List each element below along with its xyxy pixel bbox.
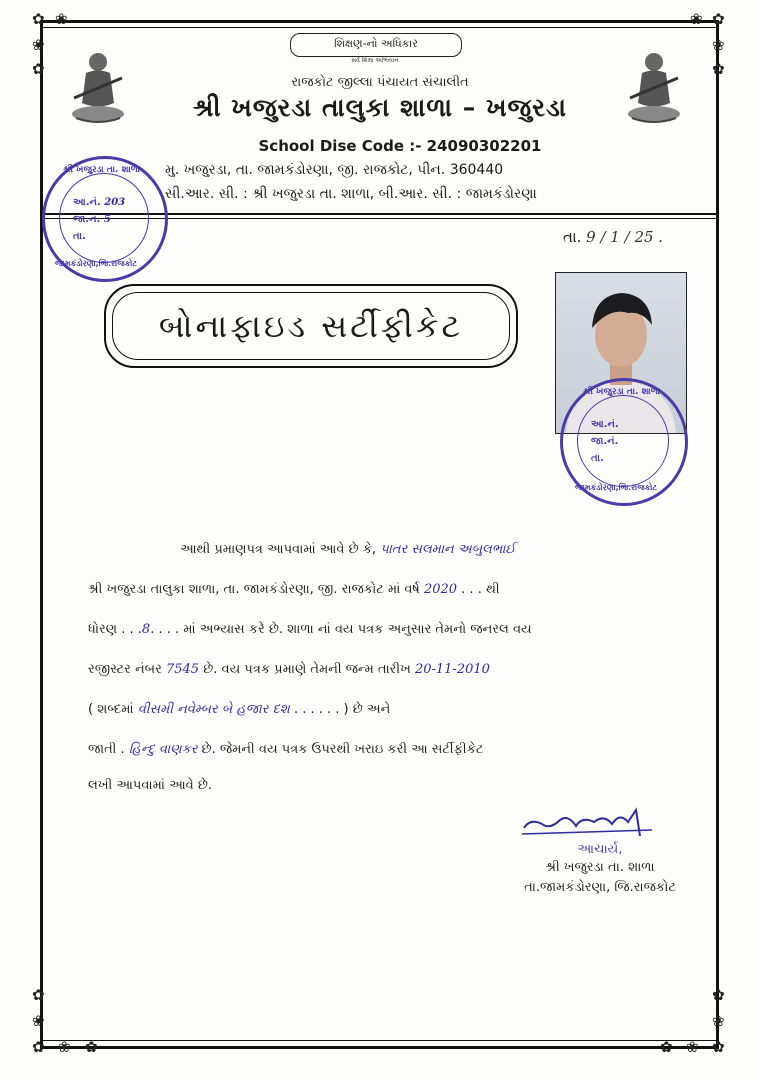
stamp-text-top: શ્રી ખજુરડા તા. શાળા xyxy=(583,387,660,397)
principal-signature xyxy=(520,806,660,841)
body-line-5: ( શબ્દમાં વીસમી નવેમ્બર બે હજાર દશ . . . . . . ) છે અને xyxy=(88,702,391,717)
year-value: 2020 xyxy=(423,582,458,597)
motto-text: શિક્ષણ-નો અધિકાર xyxy=(334,37,418,50)
stamp-line-1: આ.નં. 203 xyxy=(73,197,126,208)
body-line-4: રજીસ્ટર નંબર 7545 છે. વય પત્રક પ્રમાણે તેમની જન્મ તારીખ 20-11-2010 xyxy=(88,662,490,677)
corner-ornament-icon: ❀ xyxy=(712,36,725,54)
date-label: તા. xyxy=(563,228,582,246)
corner-ornament-icon: ✿ xyxy=(712,986,725,1004)
motto-subtitle: સર્વ શિક્ષા અભિયાન xyxy=(351,57,399,64)
corner-ornament-icon: ❀ xyxy=(32,36,45,54)
issue-date xyxy=(563,228,663,246)
caste-value: હિન્દુ વાણકર xyxy=(128,742,198,757)
signature-place: તા.જામકંડોરણા, જિ.રાજકોટ xyxy=(524,880,676,895)
corner-ornament-icon: ✿ xyxy=(32,986,45,1004)
stamp-text-top: શ્રી ખજુરડા તા. શાળા xyxy=(63,165,140,175)
stamp-line-3: તા. xyxy=(73,231,86,242)
corner-ornament-icon: ✿ xyxy=(712,10,725,28)
body-line-3: ધોરણ . . .8. . . . માં અભ્યાસ કરે છે. શાળા નાં વય પત્રક અનુસાર તેમનો જનરલ વય xyxy=(88,622,532,637)
motto-banner xyxy=(290,33,462,57)
body-line-2: શ્રી ખજુરડા તાલુકા શાળા, તા. જામકંડોરણા, જી. રાજકોટ માં વર્ષ 2020 . . . થી xyxy=(88,582,500,597)
address-line-2: સી.આર. સી. : શ્રી ખજુરડા તા. શાળા, બી.આર. સી. : જામકંડોરણા xyxy=(165,186,537,202)
corner-ornament-icon: ✿ xyxy=(32,60,45,78)
corner-ornament-icon: ❀ xyxy=(690,10,703,28)
date-value: 9 / 1 / 25 . xyxy=(586,228,664,246)
corner-ornament-icon: ✿ xyxy=(85,1038,98,1056)
stamp-text-bottom: જામકંડોરણા,જિ.રાજકોટ xyxy=(575,483,658,492)
corner-ornament-icon: ✿ xyxy=(712,1038,725,1056)
body-line-7: લખી આપવામાં આવે છે. xyxy=(88,778,213,793)
address-line-1: મુ. ખજુરડા, તા. જામકંડોરણા, જી. રાજકોટ, પીન. 360440 xyxy=(165,162,504,178)
register-number: 7545 xyxy=(165,662,200,677)
certificate-title: બોનાફાઇડ સર્ટીફીકેટ xyxy=(112,292,510,360)
body-line-1: આથી પ્રમાણપત્ર આપવામાં આવે છે કે, પાતર સલમાન અબુલભાઈ xyxy=(180,542,516,557)
school-stamp xyxy=(42,156,168,282)
stamp-line-1: આ.નં. xyxy=(591,419,619,430)
corner-ornament-icon: ❀ xyxy=(32,1012,45,1030)
certificate-title-box xyxy=(104,284,518,368)
stamp-line-3: તા. xyxy=(591,453,604,464)
dise-code-line xyxy=(200,137,600,155)
corner-ornament-icon: ❀ xyxy=(55,10,68,28)
signature-school: શ્રી ખજુરડા તા. શાળા xyxy=(545,860,655,875)
corner-ornament-icon: ✿ xyxy=(32,10,45,28)
corner-ornament-icon: ❀ xyxy=(58,1038,71,1056)
standard-value: 8 xyxy=(141,622,151,637)
corner-ornament-icon: ✿ xyxy=(660,1038,673,1056)
dise-code: 24090302201 xyxy=(426,137,542,155)
dise-label: School Dise Code :- xyxy=(258,137,422,155)
signature-role: આચાર્ય, xyxy=(577,842,623,857)
goddess-saraswati-icon xyxy=(68,48,128,126)
corner-ornament-icon: ✿ xyxy=(712,60,725,78)
corner-ornament-icon: ❀ xyxy=(712,1012,725,1030)
stamp-line-2: જા.નં. xyxy=(591,436,619,447)
stamp-text-bottom: જામકંડોરણા,જિ.રાજકોટ xyxy=(55,259,138,268)
dob-in-words: વીસમી નવેમ્બર બે હજાર દશ xyxy=(137,702,290,717)
corner-ornament-icon: ❀ xyxy=(686,1038,699,1056)
body-line-6: જાતી . હિન્દુ વાણકર છે. જેમની વય પત્રક ઉપરથી ખરાઇ કરી આ સર્ટીફીકેટ xyxy=(88,742,484,757)
photo-stamp xyxy=(560,378,688,506)
student-name: પાતર સલમાન અબુલભાઈ xyxy=(380,542,516,557)
date-of-birth: 20-11-2010 xyxy=(414,662,490,677)
corner-ornament-icon: ✿ xyxy=(32,1038,45,1056)
school-name-heading: શ્રી ખજુરડા તાલુકા શાળા – ખજુરડા xyxy=(193,93,567,122)
goddess-saraswati-icon xyxy=(624,48,684,126)
sub-heading: રાજકોટ જીલ્લા પંચાયત સંચાલીત xyxy=(291,75,469,90)
stamp-line-2: જા.નં. 5 xyxy=(73,214,111,225)
